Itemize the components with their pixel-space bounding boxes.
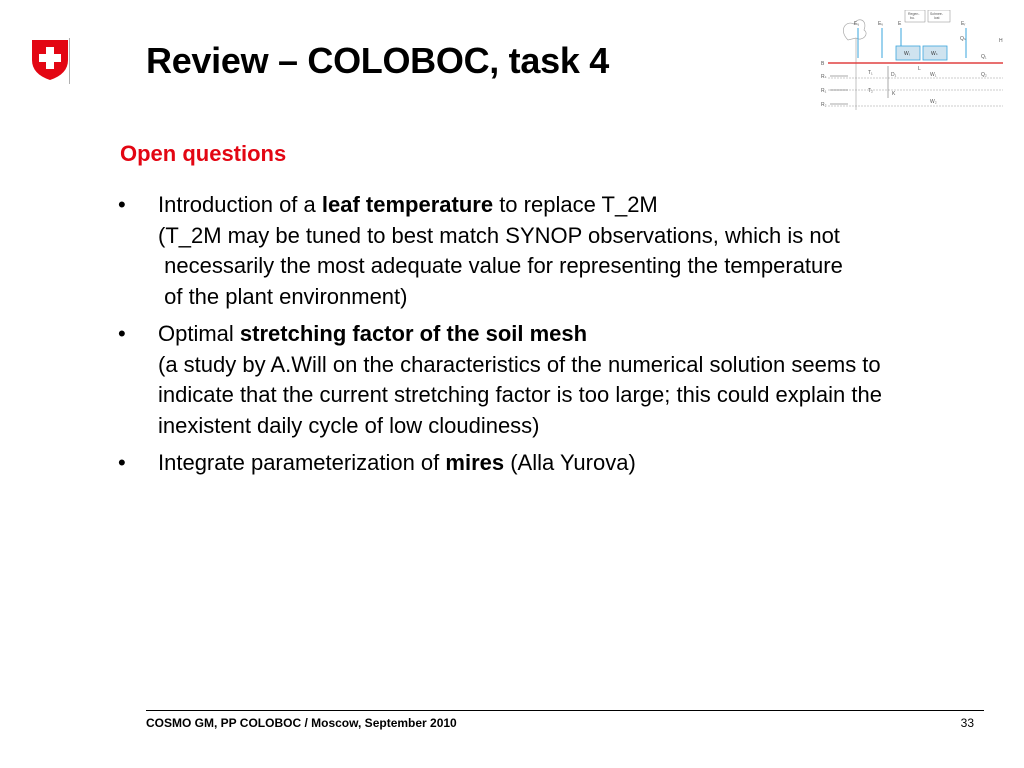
slide-title: Review – COLOBOC, task 4 <box>146 40 609 81</box>
label-h: H <box>999 38 1003 44</box>
bullet-detail-line: necessarily the most adequate value for representing the temperature <box>158 253 843 278</box>
header-box-regen: Regen- <box>908 12 920 16</box>
label-t2: T₂ <box>868 88 873 94</box>
bullet-heading: Introduction of a leaf temperature to replace T_2M <box>158 192 658 217</box>
bullet-marker: • <box>118 192 126 217</box>
label-l: L <box>918 66 921 72</box>
label-rs: Rₛ <box>821 74 827 80</box>
label-t1: T₁ <box>868 70 873 76</box>
bullet-marker: • <box>118 321 126 346</box>
emphasis-leaf-temperature: leaf temperature <box>321 192 494 217</box>
bullet-leaf-temperature <box>118 190 1008 312</box>
bullet-marker: • <box>118 450 126 475</box>
bullet-heading: Integrate parameterization of mires (Alla Yurova) <box>158 450 636 475</box>
bullet-detail-line: inexistent daily cycle of low cloudiness) <box>158 412 540 438</box>
box-wi: Wᵢ <box>904 51 910 57</box>
bullet-detail-line: of the plant environment) <box>158 283 408 309</box>
bullet-list <box>118 190 1008 486</box>
label-qs: Qₛ <box>960 36 966 42</box>
label-q2: Q₂ <box>981 72 987 78</box>
bullet-detail-line: indicate that the current stretching factor is too large; this could explain the <box>158 382 882 407</box>
label-ev: Eᵧ <box>854 21 859 27</box>
label-w1: W₁ <box>930 72 937 78</box>
page-number: 33 <box>960 716 974 730</box>
label-r1: R₁ <box>821 88 827 94</box>
label-r2: R₂ <box>821 102 827 108</box>
swiss-cross-logo <box>30 38 70 82</box>
bullet-detail-line: (T_2M may be tuned to best match SYNOP observations, which is not <box>158 222 840 248</box>
label-q1: Q₁ <box>981 54 987 60</box>
section-heading: Open questions <box>120 141 287 166</box>
box-ws: Wₛ <box>931 51 938 57</box>
bullet-detail-line: (a study by A.Will on the characteristics of the numerical solution seems to <box>158 351 881 377</box>
svg-text:bu.: bu. <box>910 16 915 20</box>
label-eb: Eᵥ <box>878 21 883 27</box>
label-e: E <box>898 21 902 27</box>
footer-text: COSMO GM, PP COLOBOC / Moscow, September 2010 <box>146 716 457 730</box>
label-k: K <box>892 91 896 97</box>
label-b: B <box>821 61 825 67</box>
footer-rule <box>146 710 984 711</box>
header-box-schnee: Schnee- <box>930 12 944 16</box>
label-w2: W₂ <box>930 99 937 105</box>
bullet-mires <box>118 448 1008 479</box>
svg-text:lost: lost <box>934 16 940 20</box>
soil-model-diagram <box>818 10 1014 120</box>
emphasis-mires: mires <box>445 450 505 475</box>
logo-divider <box>69 38 70 84</box>
emphasis-stretching-factor: stretching factor of the soil mesh <box>239 321 588 346</box>
label-er: Eᵣ <box>961 21 966 27</box>
bullet-stretching-factor <box>118 319 1008 441</box>
label-d1: D₁ <box>891 72 897 78</box>
bullet-heading: Optimal stretching factor of the soil mesh <box>158 321 588 346</box>
